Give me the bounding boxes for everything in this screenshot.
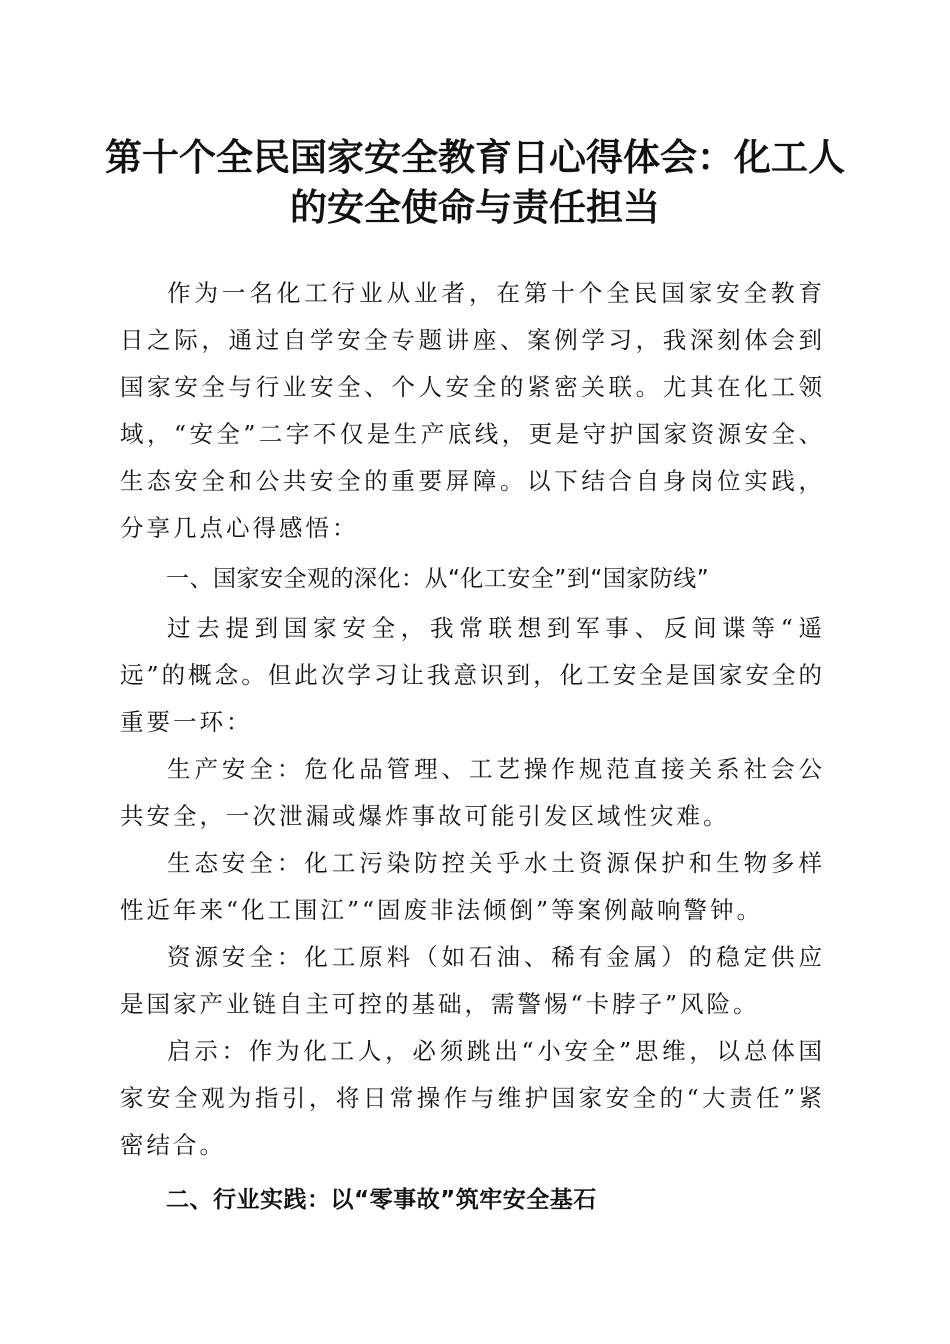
- document-body: [120, 270, 825, 1226]
- body-paragraph: 过去提到国家安全，我常联想到军事、反间谍等“遥远”的概念。但此次学习让我意识到，化工安全是国家安全的重要一环：: [120, 614, 825, 736]
- section-heading-1: 一、国家安全观的深化：从“化工安全”到“国家防线”: [166, 566, 710, 592]
- body-paragraph-resource-safety: 资源安全：化工原料（如石油、稀有金属）的稳定供应是国家产业链自主可控的基础，需警惕“卡脖子”风险。: [120, 943, 825, 1018]
- document-title: [100, 132, 850, 232]
- body-paragraph-insight: 启示：作为化工人，必须跳出“小安全”思维，以总体国家安全观为指引，将日常操作与维护国家安全的“大责任”紧密结合。: [120, 1037, 825, 1159]
- title-line-1: 第十个全民国家安全教育日心得体会：化工人: [105, 135, 845, 179]
- section-heading-2: 二、行业实践：以“零事故”筑牢安全基石: [166, 1187, 597, 1213]
- body-paragraph-production-safety: 生产安全：危化品管理、工艺操作规范直接关系社会公共安全，一次泄漏或爆炸事故可能引发区域性灾难。: [120, 755, 825, 830]
- intro-paragraph: 作为一名化工行业从业者，在第十个全民国家安全教育日之际，通过自学安全专题讲座、案例学习，我深刻体会到国家安全与行业安全、个人安全的紧密关联。尤其在化工领域，“安全”二字不仅是生产底线，更是守护国家资源安全、生态安全和公共安全的重要屏障。以下结合自身岗位实践，分享几点心得感悟：: [120, 279, 825, 542]
- title-line-2: 的安全使命与责任担当: [290, 185, 660, 229]
- body-paragraph-ecological-safety: 生态安全：化工污染防控关乎水土资源保护和生物多样性近年来“化工围江”“固废非法倾倒”等案例敲响警钟。: [120, 849, 825, 924]
